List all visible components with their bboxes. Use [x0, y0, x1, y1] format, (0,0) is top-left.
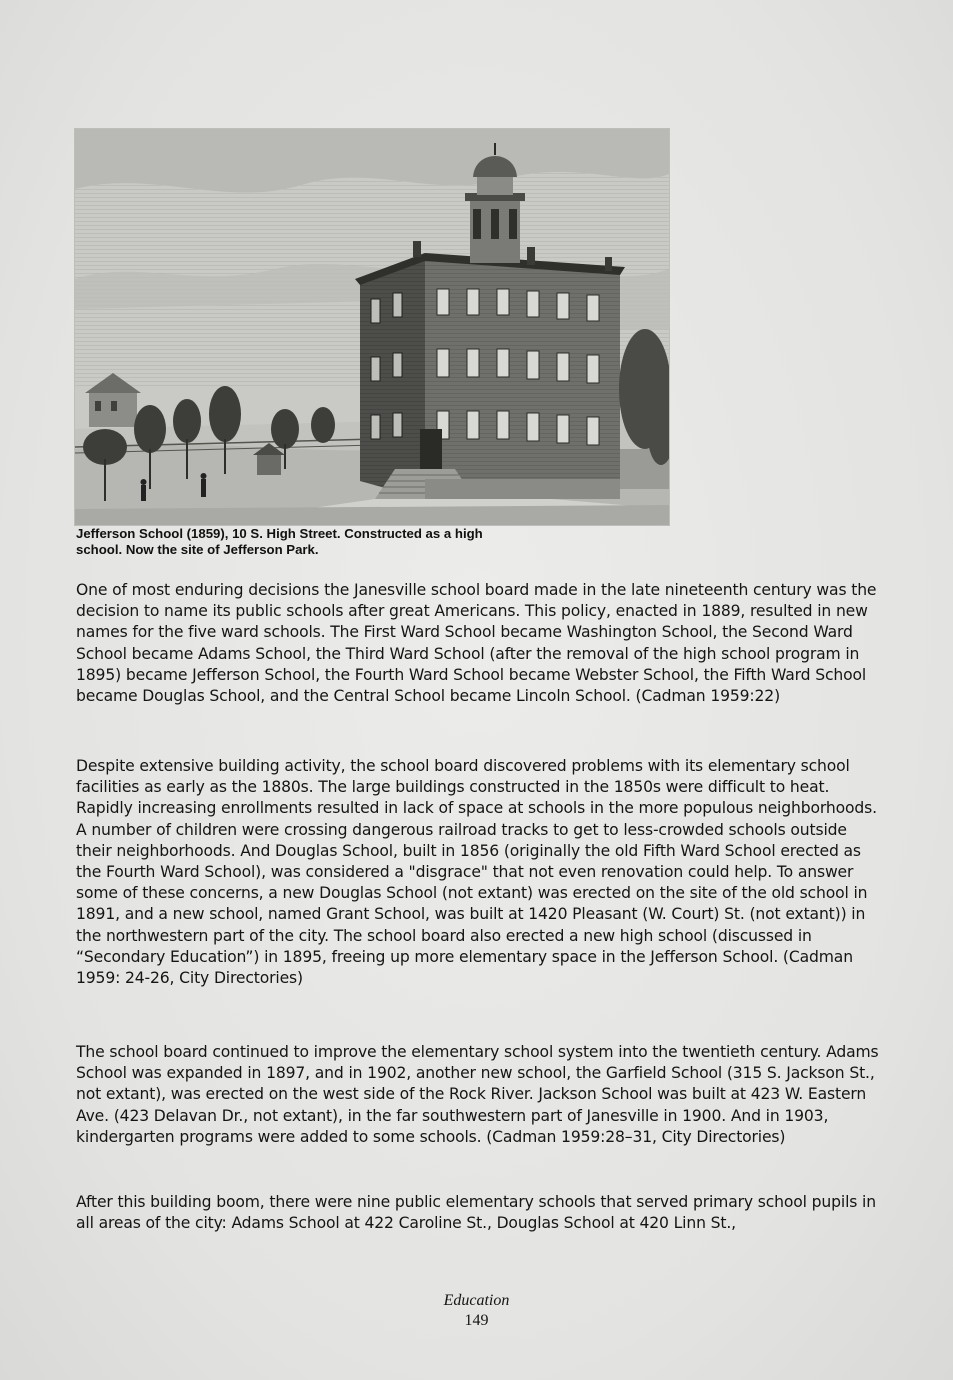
show-through-texture — [80, 90, 880, 112]
paragraph-twentieth-century: The school board continued to improve the elementary school system into the twentieth century. Adams School was expanded in 1897, and in 1902, another new school, the Garfield School (315 S. Jackson St., not extant), was erected on the west side of the Rock River. Jackson School was built at 423 W. Eastern Ave. (423 Delavan Dr., not extant), in the far southwestern part of Janesville in 1900. And in 1903, kindergarten programs were added to some schools. (Cadman 1959:28–31, City Directories) — [76, 1043, 879, 1146]
paragraph-facility-problems: Despite extensive building activity, the school board discovered problems with its elementary school facilities as early as the 1880s. The large buildings constructed in the 1850s were difficult to heat. Rapidly increasing enrollments resulted in lack of space at schools in the more populous neighborhoods. A number of children were crossing dangerous railroad tracks to get to less-crowded schools outside their neighborhoods. And Douglas School, built in 1856 (originally the old Fifth Ward School erected as the Fourth Ward School), was considered a "disgrace" that not even renovation could help. To answer some of these concerns, a new Douglas School (not extant) was erected on the site of the old school in 1891, and a new school, named Grant School, was built at 1420 Pleasant (W. Court) St. (not extant)) in the northwestern part of the city. The school board also erected a new high school (discussed in “Secondary Education”) in 1895, freeing up more elementary space in the Jefferson School. (Cadman 1959: 24-26, City Directories) — [76, 757, 877, 988]
paragraph-building-boom: After this building boom, there were nine public elementary schools that served primary school pupils in all areas of the city: Adams School at 422 Caroline St., Douglas School at 420 Linn St., — [76, 1193, 876, 1233]
footer-section-title: Education — [443, 1292, 510, 1309]
page-number: 149 — [464, 1312, 489, 1329]
paragraph-school-naming: One of most enduring decisions the Janesville school board made in the late nineteenth century was the decision to name its public schools after great Americans. This policy, enacted in 1889, resulted in new names for the five ward schools. The First Ward School became Washington School, the Second Ward School became Adams School, the Third Ward School (after the removal of the high school program in 1895) became Jefferson School, the Fourth Ward School became Webster School, the Fifth Ward School became Douglas School, and the Central School became Lincoln School. (Cadman 1959:22) — [76, 581, 877, 706]
figure-caption: Jefferson School (1859), 10 S. High Street. Constructed as a high school. Now the site of Jefferson Park. — [76, 526, 483, 557]
jefferson-school-engraving — [74, 128, 670, 526]
